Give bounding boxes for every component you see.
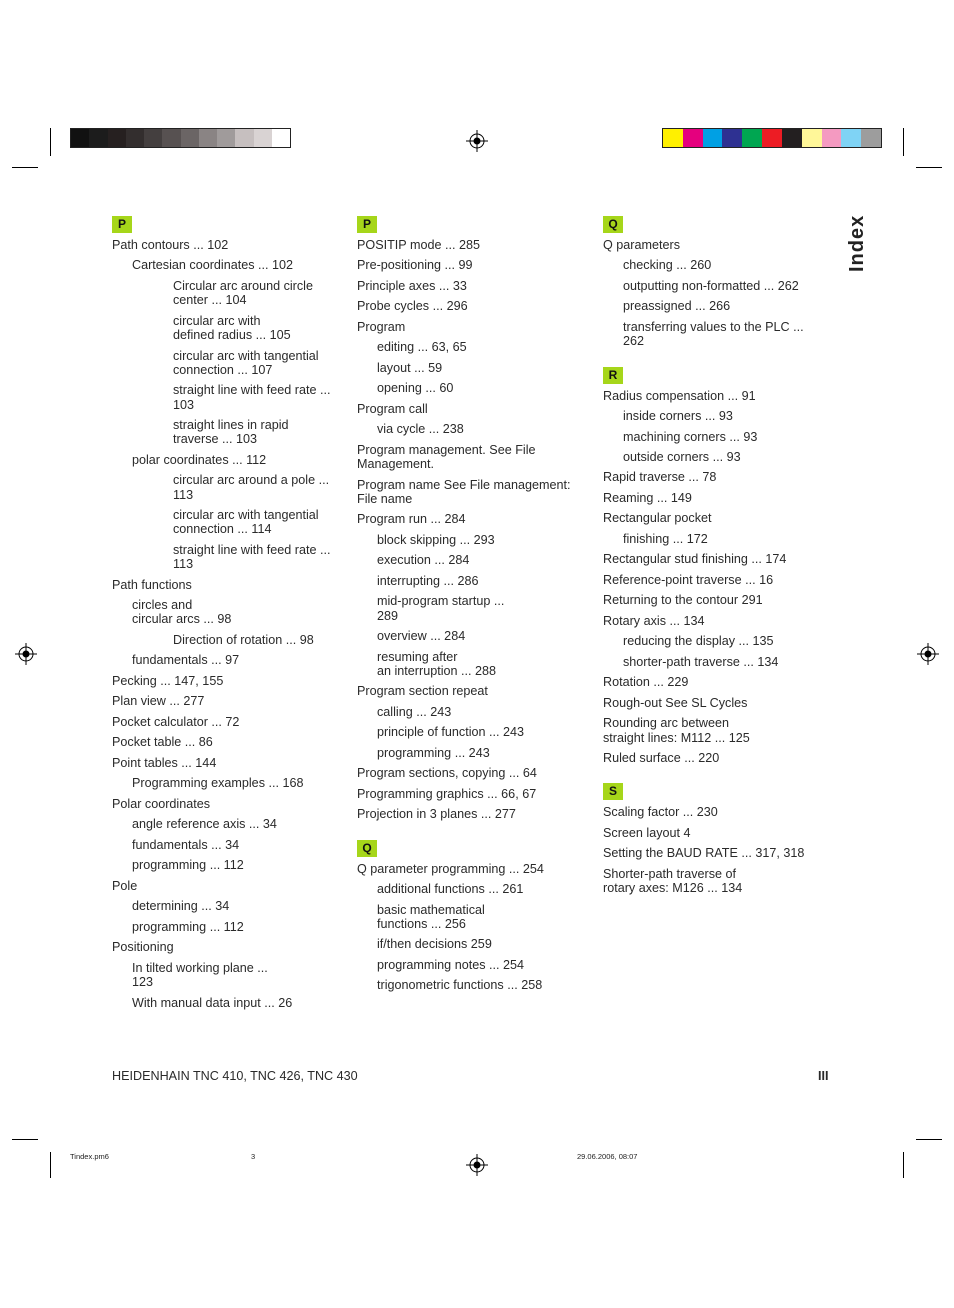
section-letter: Q — [357, 840, 377, 857]
index-entry: Pole — [112, 878, 138, 893]
color-patch — [181, 129, 199, 147]
index-entry: block skipping ... 293 — [377, 532, 495, 547]
index-entry: shorter-path traverse ... 134 — [623, 654, 779, 669]
color-patch — [722, 129, 742, 147]
index-column-1 — [112, 216, 347, 1028]
index-entry: Program call — [357, 401, 428, 416]
color-patch — [663, 129, 683, 147]
section-letter: S — [603, 783, 623, 800]
index-entry: Projection in 3 planes ... 277 — [357, 807, 516, 822]
index-entry: Pre-positioning ... 99 — [357, 258, 473, 273]
section-letter: P — [112, 216, 132, 233]
registration-mark-icon — [466, 130, 488, 152]
index-entry: Plan view ... 277 — [112, 694, 205, 709]
color-patch — [89, 129, 107, 147]
index-entry: additional functions ... 261 — [377, 882, 524, 897]
index-entry: Cartesian coordinates ... 102 — [132, 258, 294, 273]
index-entry: outputting non-formatted ... 262 — [623, 278, 799, 293]
index-entry: finishing ... 172 — [623, 531, 708, 546]
index-entry: In tilted working plane ... 123 — [132, 960, 268, 990]
crop-mark — [12, 167, 38, 168]
slug-file: Tindex.pm6 — [70, 1152, 109, 1161]
color-patch — [254, 129, 272, 147]
color-patch — [861, 129, 881, 147]
index-entry: Programming examples ... 168 — [132, 776, 304, 791]
index-entry: Ruled surface ... 220 — [603, 751, 720, 766]
index-entry: Principle axes ... 33 — [357, 278, 467, 293]
index-entry: Polar coordinates — [112, 796, 211, 811]
crop-mark — [50, 1152, 51, 1178]
index-entry: resuming after an interruption ... 288 — [377, 649, 497, 678]
index-entry: Screen layout 4 — [603, 825, 691, 840]
index-entry: programming ... 243 — [377, 745, 490, 760]
index-section — [603, 367, 818, 766]
color-patch — [217, 129, 235, 147]
index-entry: editing ... 63, 65 — [377, 340, 467, 355]
index-entry: Program name See File management: File name — [357, 477, 571, 506]
color-patch — [199, 129, 217, 147]
crop-mark — [12, 1139, 38, 1140]
section-letter: P — [357, 216, 377, 233]
index-entry: overview ... 284 — [377, 629, 466, 644]
color-patch — [822, 129, 842, 147]
index-section — [603, 216, 818, 349]
index-entry: basic mathematical functions ... 256 — [377, 902, 485, 931]
index-entry: fundamentals ... 34 — [132, 837, 240, 852]
index-entry: via cycle ... 238 — [377, 422, 464, 437]
index-entry: Shorter-path traverse of rotary axes: M126 ... 134 — [603, 866, 743, 896]
index-entry: Direction of rotation ... 98 — [173, 632, 314, 647]
index-entry: Rotary axis ... 134 — [603, 613, 705, 628]
color-patch — [782, 129, 802, 147]
color-patch — [742, 129, 762, 147]
index-entry: calling ... 243 — [377, 704, 452, 719]
color-patch — [762, 129, 782, 147]
index-entry: Rough-out See SL Cycles — [603, 695, 748, 710]
index-side-title: Index — [846, 214, 868, 272]
index-entry: circular arc around a pole ... 113 — [173, 473, 330, 502]
color-patch — [683, 129, 703, 147]
index-entry: execution ... 284 — [377, 553, 470, 568]
index-entry: Rounding arc between straight lines: M112 ... 125 — [603, 716, 750, 745]
index-entry: Point tables ... 144 — [112, 755, 217, 770]
index-entry: circular arc with tangential connection ... 107 — [173, 348, 319, 377]
index-entry: circular arc with tangential connection ... 114 — [173, 508, 319, 537]
index-entry: Pocket table ... 86 — [112, 735, 213, 750]
index-entry: Scaling factor ... 230 — [603, 805, 718, 820]
color-patch — [108, 129, 126, 147]
slug-page: 3 — [251, 1152, 256, 1161]
color-patch — [703, 129, 723, 147]
index-entry: Rapid traverse ... 78 — [603, 470, 717, 485]
color-calibration-strip — [662, 128, 882, 148]
index-entry: programming ... 112 — [132, 919, 244, 934]
index-entry: fundamentals ... 97 — [132, 653, 240, 668]
index-entry: Program sections, copying ... 64 — [357, 766, 537, 781]
index-entry: interrupting ... 286 — [377, 573, 479, 588]
index-entry: principle of function ... 243 — [377, 725, 525, 740]
index-entry: Path functions — [112, 577, 192, 592]
index-entry: programming ... 112 — [132, 858, 244, 873]
index-column-3 — [603, 216, 818, 913]
index-entry: layout ... 59 — [377, 360, 443, 375]
index-entry: outside corners ... 93 — [623, 449, 741, 464]
registration-mark-icon — [466, 1154, 488, 1176]
index-entry: circles and circular arcs ... 98 — [132, 598, 232, 627]
registration-mark-icon — [15, 643, 37, 665]
index-entry: Circular arc around circle center ... 104 — [173, 278, 313, 308]
registration-mark-icon — [917, 643, 939, 665]
index-entry: Pocket calculator ... 72 — [112, 714, 240, 729]
crop-mark — [903, 128, 904, 156]
index-entry: Programming graphics ... 66, 67 — [357, 786, 537, 801]
index-entry: Program run ... 284 — [357, 512, 466, 527]
index-column-2 — [357, 216, 587, 1011]
index-entry: checking ... 260 — [623, 258, 712, 273]
index-entry: Reaming ... 149 — [603, 490, 692, 505]
index-entry: determining ... 34 — [132, 899, 230, 914]
index-entry: Path contours ... 102 — [112, 238, 229, 252]
index-section — [112, 216, 347, 1010]
color-patch — [144, 129, 162, 147]
index-entry: Setting the BAUD RATE ... 317, 318 — [603, 846, 805, 861]
index-entry: circular arc with defined radius ... 105 — [173, 313, 291, 343]
index-entry: Rotation ... 229 — [603, 675, 689, 690]
index-entry: Program section repeat — [357, 684, 488, 699]
index-entry: if/then decisions 259 — [377, 937, 492, 952]
index-entry: polar coordinates ... 112 — [132, 452, 267, 467]
index-entry: Probe cycles ... 296 — [357, 299, 468, 314]
index-entry: trigonometric functions ... 258 — [377, 978, 543, 993]
index-entry: opening ... 60 — [377, 381, 454, 396]
color-patch — [235, 129, 253, 147]
grayscale-calibration-strip — [70, 128, 291, 148]
crop-mark — [916, 167, 942, 168]
index-entry: straight line with feed rate ... 103 — [173, 383, 331, 412]
index-entry: Q parameters — [603, 238, 680, 252]
section-letter: R — [603, 367, 623, 384]
color-patch — [841, 129, 861, 147]
index-entry: Reference-point traverse ... 16 — [603, 572, 774, 587]
index-section — [357, 216, 587, 822]
slug-datetime: 29.06.2006, 08:07 — [577, 1152, 638, 1161]
crop-mark — [916, 1139, 942, 1140]
section-letter: Q — [603, 216, 623, 233]
index-entry: Program management. See File Management. — [357, 442, 536, 472]
index-entry: angle reference axis ... 34 — [132, 817, 277, 832]
index-entry: Q parameter programming ... 254 — [357, 861, 544, 876]
index-entry: preassigned ... 266 — [623, 299, 731, 314]
footer-product: HEIDENHAIN TNC 410, TNC 426, TNC 430 — [112, 1069, 358, 1083]
crop-mark — [50, 128, 51, 156]
index-entry: Pecking ... 147, 155 — [112, 673, 224, 688]
color-patch — [802, 129, 822, 147]
index-entry: Rectangular pocket — [603, 511, 712, 526]
index-section — [603, 783, 818, 895]
index-entry: reducing the display ... 135 — [623, 634, 774, 649]
index-entry: Program — [357, 319, 406, 334]
index-entry: transferring values to the PLC ... 262 — [623, 319, 804, 349]
footer-page-number: III — [818, 1069, 829, 1083]
color-patch — [126, 129, 144, 147]
crop-mark — [903, 1152, 904, 1178]
index-entry: straight line with feed rate ... 113 — [173, 542, 331, 572]
index-entry: Positioning — [112, 940, 174, 955]
color-patch — [71, 129, 89, 147]
index-entry: Radius compensation ... 91 — [603, 388, 756, 403]
index-entry: With manual data input ... 26 — [132, 995, 293, 1010]
index-entry: Rectangular stud finishing ... 174 — [603, 552, 787, 567]
index-entry: inside corners ... 93 — [623, 409, 733, 424]
index-entry: Returning to the contour 291 — [603, 593, 763, 608]
index-entry: mid-program startup ... 289 — [377, 594, 505, 623]
color-patch — [272, 129, 290, 147]
index-entry: straight lines in rapid traverse ... 103 — [173, 418, 289, 447]
index-entry: programming notes ... 254 — [377, 957, 525, 972]
index-section — [357, 840, 587, 993]
index-entry: machining corners ... 93 — [623, 429, 758, 444]
color-patch — [162, 129, 180, 147]
index-entry: POSITIP mode ... 285 — [357, 238, 480, 252]
